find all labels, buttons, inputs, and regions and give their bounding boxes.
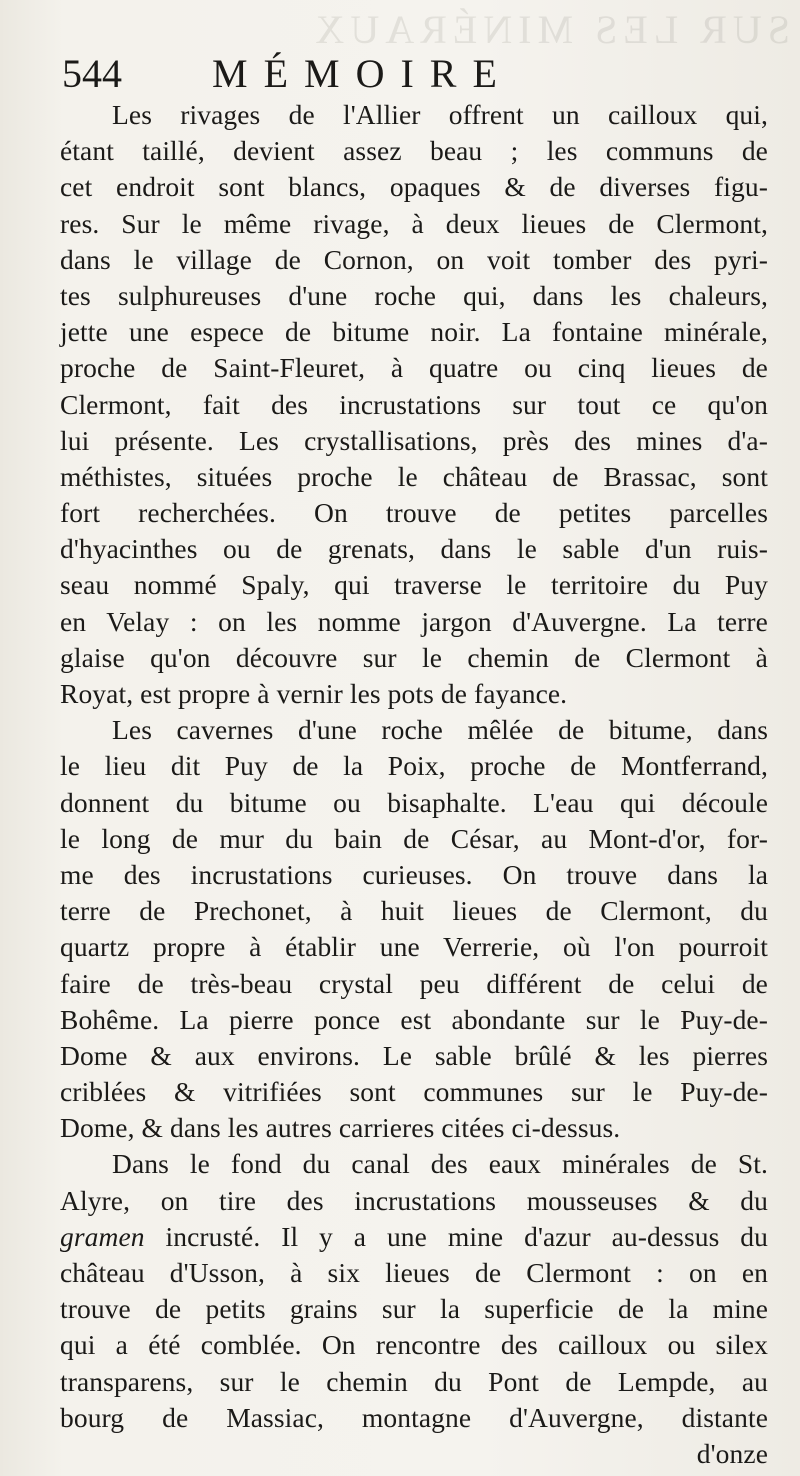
text-line: glaise qu'on découvre sur le chemin de Clermont à <box>60 641 768 673</box>
text-line: d'onze <box>696 1437 768 1469</box>
text-line: le lieu dit Puy de la Poix, proche de Montferrand, <box>60 750 768 782</box>
text-line: le long de mur du bain de César, au Mont-d'or, for- <box>60 822 768 854</box>
text-line: Bohême. La pierre ponce est abondante sur le Puy-de- <box>60 1003 768 1035</box>
text-line: quartz propre à établir une Verrerie, où l'on pourroit <box>60 931 768 963</box>
page-header <box>62 48 762 100</box>
text-line: me des incrustations curieuses. On trouve dans la <box>60 858 768 890</box>
text-line: terre de Prechonet, à huit lieues de Clermont, du <box>60 895 768 927</box>
text-line: méthistes, situées proche le château de Brassac, sont <box>60 460 768 492</box>
text-line: en Velay : on les nomme jargon d'Auvergne. La terre <box>60 605 768 637</box>
text-line: Royat, est propre à vernir les pots de fayance. <box>60 678 568 709</box>
bleed-through-text: SUR LES MINÉRAUX <box>309 7 790 52</box>
text-line: dans le village de Cornon, on voit tomber des pyri- <box>60 243 768 275</box>
text-line: d'hyacinthes ou de grenats, dans le sable d'un ruis- <box>60 533 768 565</box>
text-line: trouve de petits grains sur la superficie de la mine <box>60 1293 768 1325</box>
text-line: proche de Saint-Fleuret, à quatre ou cinq lieues de <box>60 352 768 384</box>
text-line: criblées & vitrifiées sont communes sur le Puy-de- <box>60 1076 768 1108</box>
text-line: gramen incrusté. Il y a une mine d'azur au-dessus du <box>60 1220 768 1252</box>
text-line: Dans le fond du canal des eaux minérales de St. <box>112 1148 768 1180</box>
body-text <box>60 97 768 1472</box>
text-line: château d'Usson, à six lieues de Clermont : on en <box>60 1257 768 1288</box>
text-line: cet endroit sont blancs, opaques & de diverses figu- <box>60 171 768 203</box>
page-number: 544 <box>62 51 122 96</box>
text-line: res. Sur le même rivage, à deux lieues de Clermont, <box>60 207 768 239</box>
text-line: lui présente. Les crystallisations, près des mines d'a- <box>60 424 768 456</box>
text-line: Dome, & dans les autres carrieres citées ci-dessus. <box>60 1112 621 1144</box>
text-line: Les cavernes d'une roche mêlée de bitume, dans <box>112 714 768 746</box>
text-line: fort recherchées. On trouve de petites parcelles <box>60 497 768 529</box>
text-line: étant taillé, devient assez beau ; les communs de <box>60 135 768 167</box>
italic-term: gramen <box>60 1220 145 1252</box>
text-line: Alyre, on tire des incrustations mousseuses & du <box>60 1184 768 1216</box>
text-line: Les rivages de l'Allier offrent un cailloux qui, <box>112 99 768 130</box>
text-line: jette une espece de bitume noir. La fontaine minérale, <box>60 316 768 348</box>
text-line: donnent du bitume ou bisaphalte. L'eau qui découle <box>60 786 768 818</box>
text-line: Dome & aux environs. Le sable brûlé & les pierres <box>60 1039 768 1071</box>
text-line: seau nommé Spaly, qui traverse le territoire du Puy <box>60 569 768 601</box>
text-line: tes sulphureuses d'une roche qui, dans les chaleurs, <box>60 279 768 311</box>
text-line: qui a été comblée. On rencontre des cailloux ou silex <box>60 1329 768 1361</box>
text-line: bourg de Massiac, montagne d'Auvergne, distante <box>60 1401 768 1433</box>
running-title: MÉMOIRE <box>212 51 513 96</box>
text-line: transparens, sur le chemin du Pont de Lempde, au <box>60 1365 768 1397</box>
text-line: faire de très-beau crystal peu différent de celui de <box>60 967 768 999</box>
text-line: Clermont, fait des incrustations sur tout ce qu'on <box>60 388 768 420</box>
